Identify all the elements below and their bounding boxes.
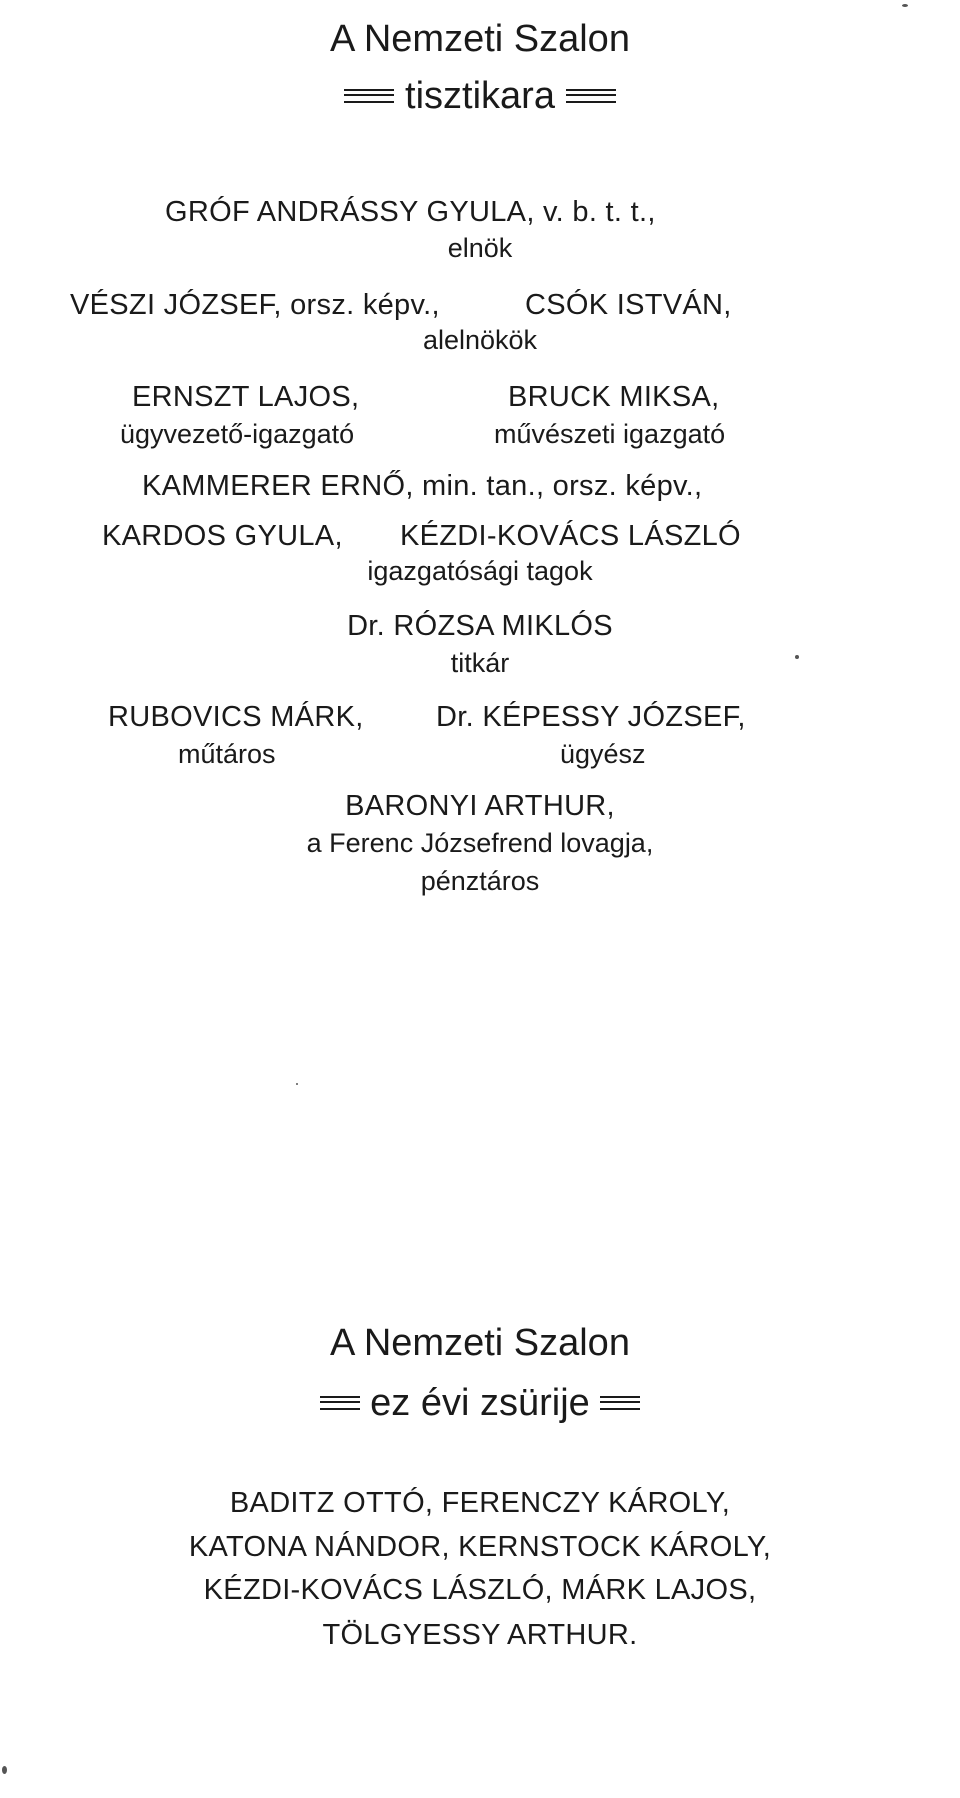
kardos-name: KARDOS GYULA, (102, 520, 343, 552)
scan-speck (2, 1766, 7, 1774)
vice-presidents-role: alelnökök (422, 325, 538, 355)
kepessy-role: ügyész (560, 739, 646, 769)
rozsa-role: titkár (450, 648, 510, 678)
president-role: elnök (447, 233, 513, 263)
scan-speck (902, 4, 908, 7)
officers-subtitle-text: tisztikara (405, 74, 555, 117)
vice-president-left-name: VÉSZI JÓZSEF, orsz. képv., (70, 289, 440, 321)
jury-subtitle-text: ez évi zsürije (370, 1381, 590, 1424)
jury-heading-title: A Nemzeti Szalon (330, 1322, 630, 1364)
ernszt-name: ERNSZT LAJOS, (132, 381, 360, 413)
jury-heading-subtitle (0, 1382, 960, 1422)
president-name: GRÓF ANDRÁSSY GYULA, v. b. t. t., (165, 196, 656, 228)
kezdi-name: KÉZDI-KOVÁCS LÁSZLÓ (400, 520, 741, 552)
scan-speck (296, 1083, 298, 1085)
jury-member-line: BADITZ OTTÓ, FERENCZY KÁROLY, (229, 1487, 731, 1519)
double-rule-right (566, 89, 616, 103)
jury-member-line: KATONA NÁNDOR, KERNSTOCK KÁROLY, (188, 1531, 772, 1563)
jury-member-line: KÉZDI-KOVÁCS LÁSZLÓ, MÁRK LAJOS, (203, 1574, 757, 1606)
kammerer-name: KAMMERER ERNŐ, min. tan., orsz. képv., (142, 470, 703, 502)
vice-president-right-name: CSÓK ISTVÁN, (525, 289, 732, 321)
baronyi-title: a Ferenc Józsefrend lovagja, (306, 828, 654, 858)
double-rule-left (320, 1396, 360, 1410)
bruck-name: BRUCK MIKSA, (508, 381, 720, 413)
bruck-role: művészeti igazgató (494, 419, 726, 449)
ernszt-role: ügyvezető-igazgató (120, 419, 355, 449)
officers-heading-title: A Nemzeti Szalon (330, 18, 630, 60)
scan-speck (795, 655, 799, 659)
rubovics-name: RUBOVICS MÁRK, (108, 701, 364, 733)
jury-member-line: TÖLGYESSY ARTHUR. (322, 1619, 638, 1651)
officers-heading-subtitle (0, 75, 960, 115)
rozsa-name: Dr. RÓZSA MIKLÓS (347, 610, 613, 642)
double-rule-left (344, 89, 394, 103)
directors-role: igazgatósági tagok (367, 556, 593, 586)
double-rule-right (600, 1396, 640, 1410)
rubovics-role: műtáros (178, 739, 276, 769)
baronyi-role: pénztáros (420, 866, 540, 896)
kepessy-name: Dr. KÉPESSY JÓZSEF, (436, 701, 746, 733)
baronyi-name: BARONYI ARTHUR, (345, 790, 615, 822)
